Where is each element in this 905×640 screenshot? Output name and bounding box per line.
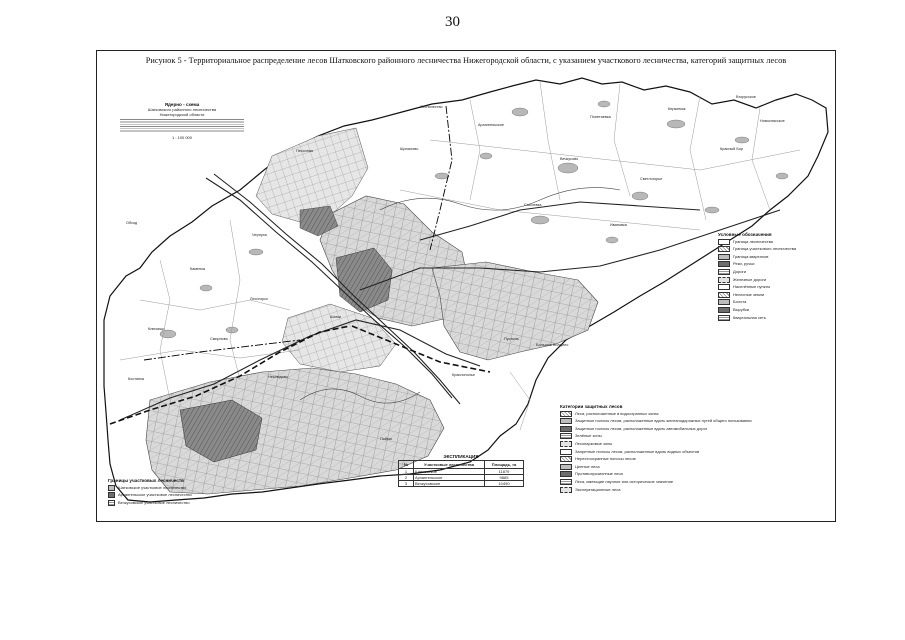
map-label: Костянка <box>128 377 144 381</box>
legend-item <box>560 426 828 432</box>
map-label: Пойма <box>380 437 392 441</box>
column-header: № <box>399 461 414 469</box>
legend-item <box>718 315 818 321</box>
legend-swatch <box>560 464 572 470</box>
inset-description-lines <box>120 119 244 133</box>
legend-label: Квартальная сеть <box>733 314 766 320</box>
legend-label: Железные дороги <box>733 276 767 282</box>
legend-label: Ценные леса <box>575 463 600 469</box>
map-label: Пустынь <box>504 337 520 341</box>
legend-swatch <box>718 239 730 245</box>
legend-label: Дороги <box>733 268 747 274</box>
legend-label: Вырубки <box>733 306 750 312</box>
legend-item <box>560 471 828 477</box>
map-label: Чернуха <box>252 233 267 237</box>
legend-protective-list <box>560 411 828 493</box>
table-cell: 11879 <box>485 469 524 475</box>
legend-label: Шатковское участковое лесничество <box>118 484 187 490</box>
legend-swatch <box>718 261 730 267</box>
legend-item <box>718 254 818 260</box>
map-label: Краснополье <box>452 373 475 377</box>
map-label: Шатки <box>330 315 342 319</box>
legend-swatch <box>718 292 730 298</box>
legend-item <box>560 479 828 485</box>
legend-label: Граница кварталов <box>733 253 769 259</box>
legend-label: Зелёные зоны <box>575 433 602 439</box>
legend-swatch <box>718 315 730 321</box>
inset-title: Ядерно - схема <box>164 102 200 107</box>
legend-item <box>718 239 818 245</box>
inset-region: Нижегородской области <box>159 112 205 117</box>
legend-label: Нерестоохранные полосы лесов <box>575 456 636 462</box>
explication-table <box>398 460 524 487</box>
legend-swatch <box>718 284 730 290</box>
inset-subtitle: Шатковского районного лесничества <box>147 107 217 112</box>
legend-label: Защитные полосы лесов, расположенные вдоль железнодорожных путей общего пользования <box>575 418 752 424</box>
legend-swatch <box>560 479 572 485</box>
legend-label: Нелесные земли <box>733 291 765 297</box>
legend-label: Противоэрозионные леса <box>575 471 623 477</box>
map-label: Обход <box>126 221 138 225</box>
legend-swatch <box>718 299 730 305</box>
map-label: Смирново <box>210 337 228 341</box>
map-label: Красный Бор <box>720 147 744 151</box>
legend-label: Защитные полосы лесов, расположенные вдоль автомобильных дорог <box>575 425 708 431</box>
map-label: Щипалово <box>400 147 419 151</box>
inset-scale: 1 : 100 000 <box>171 135 193 140</box>
legend-swatch <box>560 487 572 493</box>
legend-right-title: Условные обозначения <box>718 232 772 237</box>
table-cell: Шатковское <box>414 469 485 475</box>
map-label: Вечкусово <box>560 157 579 161</box>
legend-label: Граница лесничества <box>733 238 773 244</box>
legend-item <box>718 246 818 252</box>
legend-swatch <box>560 411 572 417</box>
legend-bottom-left <box>108 478 208 506</box>
table-header-row <box>399 461 524 469</box>
legend-label: Лесопарковые зоны <box>575 440 613 446</box>
column-header: Площадь, га <box>485 461 524 469</box>
legend-label: Леса, расположенные в водоохранных зонах <box>575 410 659 416</box>
legend-swatch <box>718 269 730 275</box>
legend-swatch <box>718 246 730 252</box>
map-label: Понетаевка <box>590 115 611 119</box>
legend-swatch <box>560 471 572 477</box>
legend-label: Леса, имеющие научное или историческое значение <box>575 478 674 484</box>
legend-item <box>718 284 818 290</box>
map-label: Ключищи <box>148 327 165 331</box>
legend-item <box>560 433 828 439</box>
legend-right <box>718 232 818 321</box>
legend-item <box>560 418 828 424</box>
legend-item <box>108 492 208 498</box>
map-label: Кержемок <box>668 107 686 111</box>
legend-swatch <box>108 485 115 491</box>
legend-item <box>718 261 818 267</box>
legend-swatch <box>560 418 572 424</box>
table-row <box>399 481 524 487</box>
explication <box>398 454 524 487</box>
map-label: Новоспасское <box>760 119 785 123</box>
page-number: 30 <box>445 14 460 30</box>
table-cell: 2 <box>399 475 414 481</box>
legend-swatch <box>108 492 115 498</box>
map-label: Лесогорск <box>250 297 268 301</box>
legend-item <box>560 487 828 493</box>
legend-label: Населённые пункты <box>733 284 771 290</box>
legend-item <box>560 449 828 455</box>
map-label: Большое Болдино <box>536 343 569 347</box>
legend-swatch <box>718 277 730 283</box>
map-label: Ивановка <box>610 223 627 227</box>
legend-item <box>718 292 818 298</box>
legend-label: Эксплуатационные леса <box>575 486 621 492</box>
legend-item <box>108 500 208 506</box>
legend-item <box>560 456 828 462</box>
table-cell: 3 <box>399 481 414 487</box>
table-cell: 10490 <box>485 481 524 487</box>
map-label: Архангельское <box>478 123 504 127</box>
legend-item <box>108 485 208 491</box>
legend-swatch <box>718 254 730 260</box>
explication-title: ЭКСПЛИКАЦИЯ <box>443 454 479 459</box>
table-cell: Архангельское <box>414 475 485 481</box>
map-label: Песочная <box>296 149 314 153</box>
map-label: Неклюдово <box>268 375 288 379</box>
legend-item <box>560 411 828 417</box>
legend-item <box>718 277 818 283</box>
legend-bottom-left-list <box>108 485 208 506</box>
figure-title: Рисунок 5 - Территориальное распределение лесов Шатковского районного лесничества Нижегородской области, с указанием участкового лесничества, категорий защитных лесов <box>145 56 787 65</box>
legend-protective <box>560 404 828 493</box>
legend-swatch <box>108 500 115 506</box>
legend-swatch <box>560 449 572 455</box>
map-label: Лесничество <box>420 105 443 109</box>
legend-swatch <box>560 441 572 447</box>
legend-swatch <box>560 433 572 439</box>
map-label: Вторусское <box>736 95 756 99</box>
table-cell: Вечкусовское <box>414 481 485 487</box>
legend-item <box>718 269 818 275</box>
legend-item <box>560 464 828 470</box>
legend-label: Вечкусовское участковое лесничество <box>118 499 190 505</box>
legend-item <box>718 299 818 305</box>
legend-label: Граница участкового лесничества <box>733 246 797 252</box>
legend-item <box>718 307 818 313</box>
legend-label: Архангельское участковое лесничество <box>118 492 192 498</box>
legend-label: Болота <box>733 299 747 305</box>
legend-label: Реки, ручьи <box>733 261 755 267</box>
legend-item <box>560 441 828 447</box>
legend-bottom-left-title: Границы участковых лесничеств <box>108 478 184 483</box>
column-header: Участковые лесничества <box>414 461 485 469</box>
legend-swatch <box>718 307 730 313</box>
legend-right-list <box>718 239 818 321</box>
map-label: Сысоевка <box>524 203 542 207</box>
legend-swatch <box>560 456 572 462</box>
legend-label: Запретные полосы лесов, расположенные вдоль водных объектов <box>575 448 700 454</box>
inset-header <box>120 102 244 140</box>
map-label: Светлогорье <box>640 177 663 181</box>
table-cell: 9865 <box>485 475 524 481</box>
legend-protective-title: Категории защитных лесов <box>560 404 623 409</box>
legend-swatch <box>560 426 572 432</box>
map-label: Каменка <box>190 267 205 271</box>
table-cell: 1 <box>399 469 414 475</box>
